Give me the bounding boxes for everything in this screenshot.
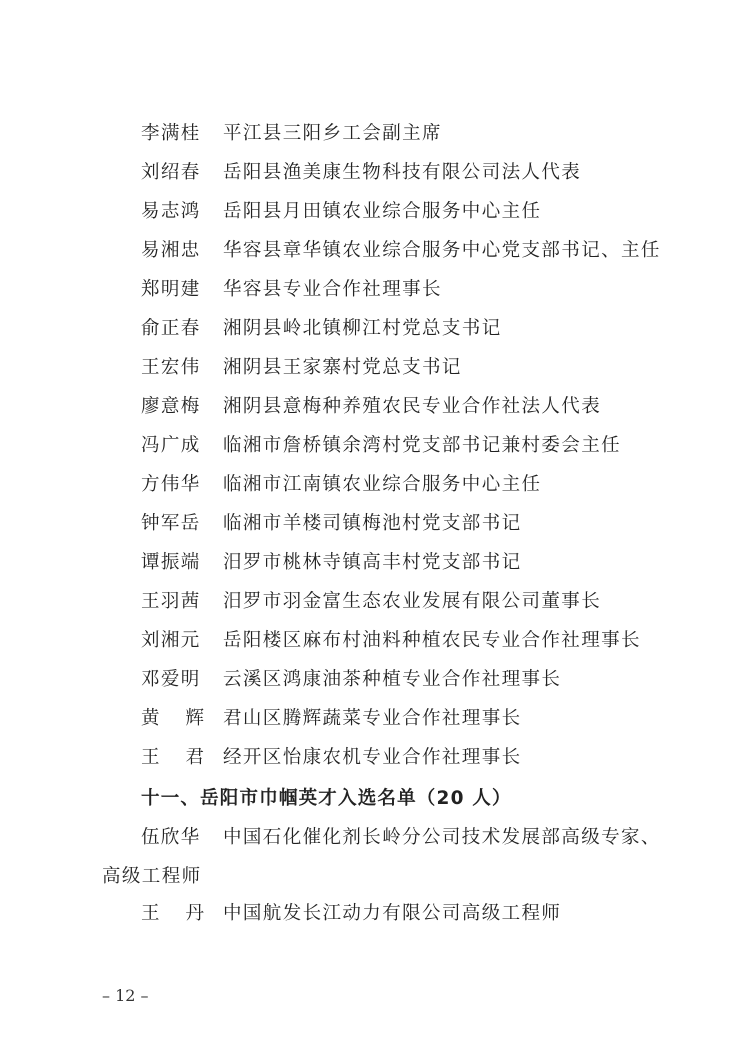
- person-title: 湘阴县王家寨村党总支书记: [223, 357, 462, 378]
- person-title: 云溪区鸿康油茶种植专业合作社理事长: [223, 669, 562, 690]
- list-item: [0, 582, 750, 621]
- person-title: 中国航发长江动力有限公司高级工程师: [223, 903, 562, 924]
- list-item: [0, 426, 750, 465]
- person-name: 王丹: [141, 903, 231, 924]
- person-name: 刘湘元: [141, 630, 201, 651]
- person-name: 王宏伟: [141, 357, 201, 378]
- list-item: [0, 348, 750, 387]
- list-item: [0, 465, 750, 504]
- person-name: 谭振端: [141, 552, 201, 573]
- person-name: 邓爱明: [141, 669, 201, 690]
- person-name: 俞正春: [141, 318, 201, 339]
- list-item: [0, 387, 750, 426]
- list-item: [0, 699, 750, 738]
- list-item: [0, 504, 750, 543]
- person-title: 华容县章华镇农业综合服务中心党支部书记、主任: [223, 240, 661, 261]
- person-title: 经开区怡康农机专业合作社理事长: [223, 747, 522, 768]
- person-name: 廖意梅: [141, 396, 201, 417]
- list-item: [0, 543, 750, 582]
- list-item: [0, 231, 750, 270]
- list-item: [0, 114, 750, 153]
- list-item: [0, 192, 750, 231]
- list-item: [0, 660, 750, 699]
- person-name: 方伟华: [141, 474, 201, 495]
- list-item: [0, 621, 750, 660]
- person-title: 湘阴县意梅种养殖农民专业合作社法人代表: [223, 396, 602, 417]
- list-item: [0, 309, 750, 348]
- person-title: 岳阳楼区麻布村油料种植农民专业合作社理事长: [223, 630, 641, 651]
- person-title: 中国石化催化剂长岭分公司技术发展部高级专家、: [223, 827, 661, 848]
- person-title: 汨罗市桃林寺镇高丰村党支部书记: [223, 552, 522, 573]
- person-title: 汨罗市羽金富生态农业发展有限公司董事长: [223, 591, 602, 612]
- person-title: 平江县三阳乡工会副主席: [223, 123, 442, 144]
- person-title: 岳阳县渔美康生物科技有限公司法人代表: [223, 162, 582, 183]
- person-title: 湘阴县岭北镇柳江村党总支书记: [223, 318, 502, 339]
- person-title: 君山区腾辉蔬菜专业合作社理事长: [223, 708, 522, 729]
- person-name: 王羽茜: [141, 591, 201, 612]
- person-name: 郑明建: [141, 279, 201, 300]
- person-name: 王君: [141, 747, 231, 768]
- person-name: 刘绍春: [141, 162, 201, 183]
- page-number: – 12 –: [102, 986, 149, 1005]
- person-title: 临湘市羊楼司镇梅池村党支部书记: [223, 513, 522, 534]
- list-item: [0, 738, 750, 777]
- list-item: [0, 270, 750, 309]
- list-item: [0, 894, 750, 933]
- person-title: 临湘市江南镇农业综合服务中心主任: [223, 474, 542, 495]
- name-list: [0, 114, 750, 777]
- person-name: 钟军岳: [141, 513, 201, 534]
- person-name: 易湘忠: [141, 240, 201, 261]
- person-name: 李满桂: [141, 123, 201, 144]
- list-item: [0, 153, 750, 192]
- person-title: 华容县专业合作社理事长: [223, 279, 442, 300]
- person-title: 临湘市詹桥镇余湾村党支部书记兼村委会主任: [223, 435, 622, 456]
- person-title: 岳阳县月田镇农业综合服务中心主任: [223, 201, 542, 222]
- person-name: 黄辉: [141, 708, 231, 729]
- person-name: 冯广成: [141, 435, 201, 456]
- person-name: 易志鸿: [141, 201, 201, 222]
- person-name: 伍欣华: [141, 827, 201, 848]
- list-item: [0, 818, 750, 887]
- person-title-continued: 高级工程师: [102, 866, 202, 887]
- section-heading: 十一、岳阳市巾帼英才入选名单（20 人）: [141, 788, 512, 809]
